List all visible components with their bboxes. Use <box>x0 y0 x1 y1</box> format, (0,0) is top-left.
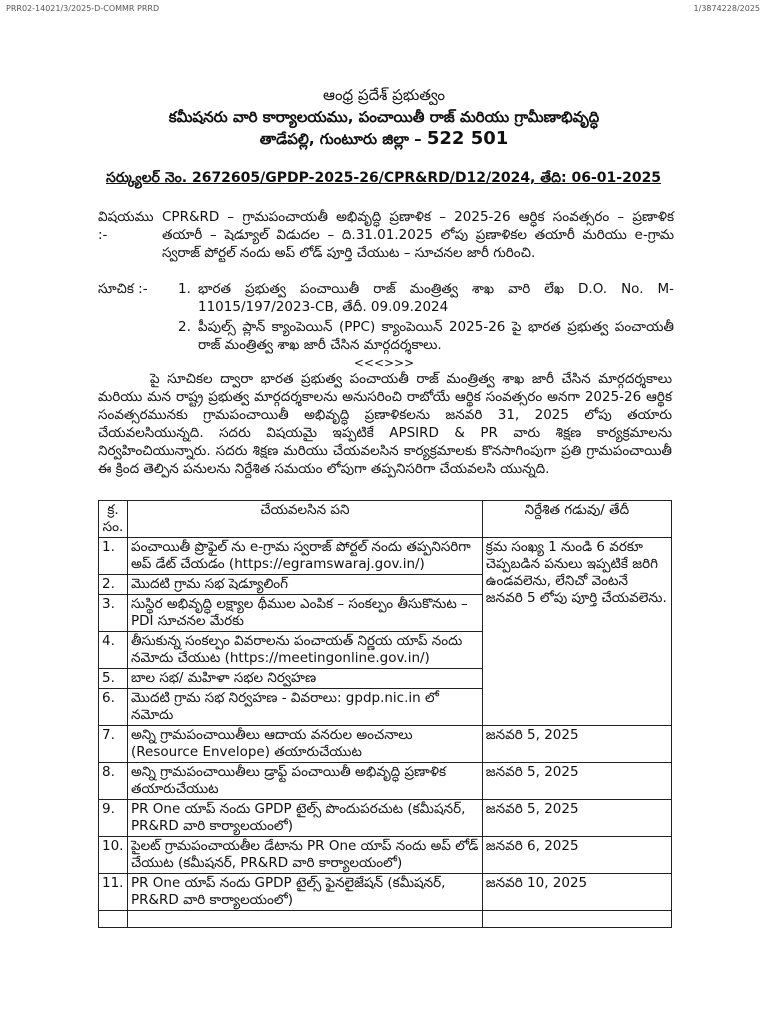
reference-item <box>178 280 674 316</box>
table-row <box>99 874 672 911</box>
row-deadline: జనవరి 5, 2025 <box>482 726 671 763</box>
schedule-table <box>98 500 672 928</box>
row-num: 10. <box>99 837 128 874</box>
file-reference: PRR02-14021/3/2025-D-COMMR PRRD <box>6 4 160 13</box>
row-task: PR One యాప్ నందు GPDP టైల్స్ పొందుపరచుట (కమీషనర్, PR&RD వారి కార్యాలయంలో) <box>127 800 482 837</box>
row-deadline: జనవరి 6, 2025 <box>482 837 671 874</box>
row-task: తీసుకున్న సంకల్పం వివరాలను పంచాయత్ నిర్ణయ యాప్ నందు నమోదు చేయుట (https://meetingonline.gov.in/) <box>127 632 482 669</box>
row-num: 1. <box>99 538 128 575</box>
merged-deadline: క్రమ సంఖ్య 1 నుండి 6 వరకూ చెప్పబడిన పనులు ఇప్పటికే జరిగి ఉండవలెను, లేనిచో వెంటనే జనవరి 5 లోపు పూర్తి చేయవలెను. <box>482 538 671 726</box>
row-task: పైలట్ గ్రామపంచాయతీల డేటాను PR One యాప్ నందు అప్ లోడ్ చేయుట (కమీషనర్, PR&RD వారి కార్యాలయంలో) <box>127 837 482 874</box>
address-pin: 522 501 <box>426 128 509 149</box>
row-num: 5. <box>99 669 128 689</box>
row-task: మొదటి గ్రామ సభ నిర్వహణ - వివరాలు: gpdp.nic.in లో నమోదు <box>127 689 482 726</box>
row-task: PR One యాప్ నందు GPDP టైల్స్ ఫైనలైజేషన్ (కమీషనర్, PR&RD వారి కార్యాలయంలో) <box>127 874 482 911</box>
reference-item <box>178 318 674 354</box>
row-task: మొదటి గ్రామ సభ షెడ్యూలింగ్ <box>127 575 482 595</box>
row-deadline: జనవరి 5, 2025 <box>482 800 671 837</box>
table-header-row <box>99 501 672 538</box>
table-row <box>99 726 672 763</box>
govt-name: ఆంధ్ర ప్రదేశ్ ప్రభుత్వం <box>322 86 446 104</box>
blank-cell <box>482 911 671 928</box>
row-deadline: జనవరి 5, 2025 <box>482 763 671 800</box>
table-row <box>99 763 672 800</box>
office-name: కమీషనరు వారి కార్యాలయము, పంచాయితీ రాజ్ మరియు గ్రామీణాభివృద్ధి <box>168 108 600 126</box>
row-num: 4. <box>99 632 128 669</box>
row-num: 9. <box>99 800 128 837</box>
page-ref-strip <box>0 2 768 16</box>
reference-num: 1. <box>178 281 191 297</box>
reference-text: పీపుల్స్ ప్లాన్ క్యాంపెయిన్ (PPC) క్యాంపెయిన్ 2025-26 పై భారత ప్రభుత్వ పంచాయతీ రాజ్ మంత్రిత్వ శాఖ జారీ చేసిన మార్గదర్శకాలు. <box>198 319 674 353</box>
table-row-blank <box>99 911 672 928</box>
subject-text: CPR&RD – గ్రామపంచాయతీ అభివృద్ధి ప్రణాళిక – 2025-26 ఆర్ధిక సంవత్సరం – ప్రణాళిక తయారీ – షెడ్యూల్ విడుదల – ది.31.01.2025 లోపు ప్రణాళికల తయారీ మరియు e-గ్రామ స్వరాజ్ పోర్టల్ నందు అప్ లోడ్ పూర్తి చేయుట – సూచనల జారీ గురించి. <box>162 209 674 261</box>
body-paragraph: పై సూచికల ద్వారా భారత ప్రభుత్వ పంచాయతీ రాజ్ మంత్రిత్వ శాఖ జారీ చేసిన మార్గదర్శకాలు మరియు మన రాష్ట్ర ప్రభుత్వ మార్గదర్శకాలను అనుసరించి రాబోయే ఆర్థిక సంవత్సరం అనగా 2025-26 ఆర్థిక సంవత్సరమునకు గ్రామపంచాయితీ అభివృద్ధి ప్రణాళికలను జనవరి 31, 2025 లోపు తయారు చేయవలసియున్నది. సదరు విషయమై ఇప్పటికే APSIRD & PR వారు శిక్షణ కార్యక్రమాలను నిర్వహించియున్నారు. సదరు శిక్షణ మరియు చేయవలసిన కార్యక్రమాలకు కొనసాగింపుగా ప్రతి గ్రామపంచాయితీ ఈ క్రింద తెల్పిన పనులను నిర్దేశిత సమయం లోపుగా తప్పనిసరిగా చేయవలసి యున్నది. <box>98 371 672 477</box>
letterhead <box>0 84 768 150</box>
table-row <box>99 538 672 575</box>
row-num: 8. <box>99 763 128 800</box>
row-num: 3. <box>99 595 128 632</box>
page-reference: 1/3874228/2025 <box>693 4 760 13</box>
address-place: తాడేపల్లి, గుంటూరు జిల్లా – <box>259 130 422 148</box>
table-row <box>99 837 672 874</box>
reference-text: భారత ప్రభుత్వ పంచాయితీ రాజ్ మంత్రిత్వ శాఖ వారి లేఖ D.O. No. M-11015/197/2023-CB, తేదీ. 09.09.2024 <box>198 281 674 315</box>
row-deadline: జనవరి 10, 2025 <box>482 874 671 911</box>
office-address <box>0 128 768 150</box>
row-task: అన్ని గ్రామపంచాయితీలు డ్రాఫ్ట్ పంచాయితీ అభివృద్ధి ప్రణాళిక తయారుచేయుట <box>127 763 482 800</box>
reference-label: సూచిక :- <box>98 281 148 297</box>
circular-number: సర్క్యులర్ నెం. 2672605/GPDP-2025-26/CPR&RD/D12/2024, తేది: 06-01-2025 <box>106 170 662 186</box>
blank-cell <box>99 911 128 928</box>
row-num: 7. <box>99 726 128 763</box>
row-num: 2. <box>99 575 128 595</box>
table-row <box>99 800 672 837</box>
separator: <<<>>> <box>353 356 415 370</box>
header-serial: క్ర. సం. <box>99 501 128 538</box>
row-num: 6. <box>99 689 128 726</box>
blank-cell <box>127 911 482 928</box>
row-task: సుస్థిర అభివృద్ధి లక్ష్యాల థీముల ఎంపిక – సంకల్పం తీసుకొనుట – PDI సూచనల మేరకు <box>127 595 482 632</box>
header-deadline: నిర్దేశిత గడువు/ తేదీ <box>482 501 671 538</box>
row-task: అన్ని గ్రామపంచాయితీలు ఆదాయ వనరుల అంచనాలు (Resource Envelope) తయారుచేయుట <box>127 726 482 763</box>
reference-num: 2. <box>178 319 191 335</box>
row-task: పంచాయితీ ప్రొఫైల్ ను e-గ్రామ స్వరాజ్ పోర్టల్ నందు తప్పనిసరిగా అప్ డేట్ చేయడం (https://egramswaraj.gov.in/) <box>127 538 482 575</box>
subject-label: విషయము :- <box>98 209 154 243</box>
row-task: బాల సభ/ మహిళా సభల నిర్వహణ <box>127 669 482 689</box>
header-task: చేయవలసిన పని <box>127 501 482 538</box>
row-num: 11. <box>99 874 128 911</box>
